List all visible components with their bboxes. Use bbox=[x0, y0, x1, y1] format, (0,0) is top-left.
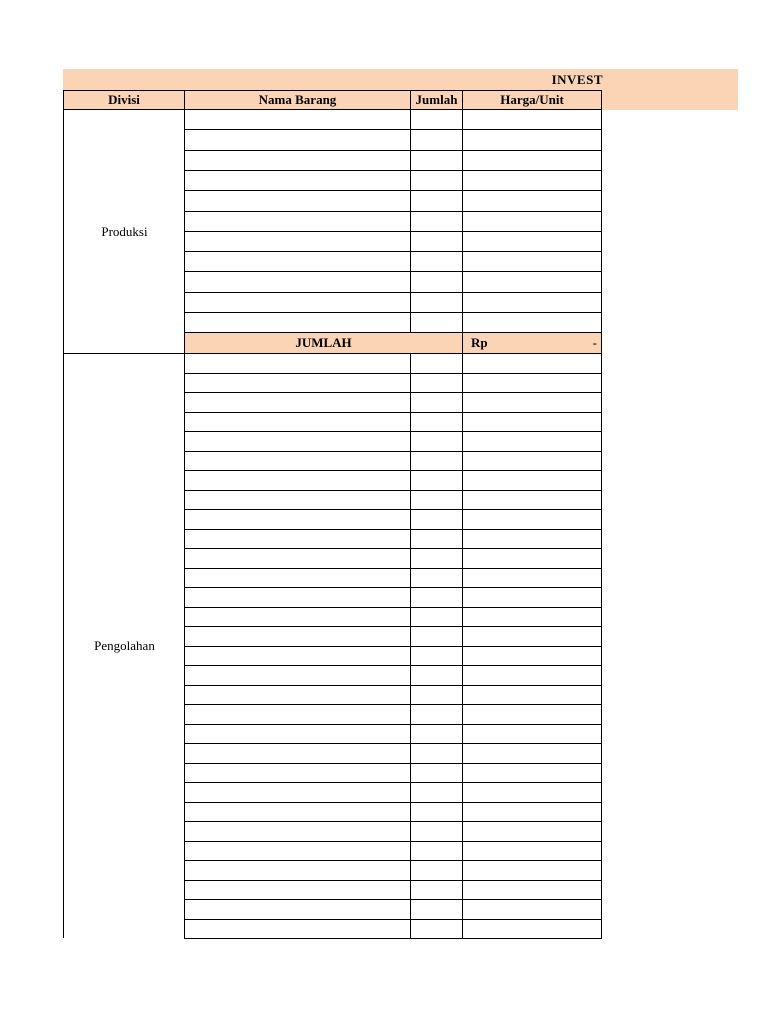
jumlah-cell[interactable] bbox=[410, 608, 463, 627]
jumlah-cell[interactable] bbox=[410, 627, 463, 647]
harga-unit-cell[interactable] bbox=[462, 313, 602, 333]
nama-barang-cell[interactable] bbox=[184, 130, 411, 151]
jumlah-cell[interactable] bbox=[410, 686, 463, 705]
jumlah-cell[interactable] bbox=[410, 130, 463, 151]
nama-barang-cell[interactable] bbox=[184, 232, 411, 252]
harga-unit-cell[interactable] bbox=[462, 822, 602, 842]
total-amount: - bbox=[592, 335, 597, 350]
jumlah-cell[interactable] bbox=[410, 354, 463, 374]
jumlah-cell[interactable] bbox=[410, 212, 463, 232]
total-label: JUMLAH bbox=[184, 333, 463, 354]
nama-barang-cell[interactable] bbox=[184, 313, 411, 333]
harga-unit-cell[interactable] bbox=[462, 293, 602, 313]
jumlah-cell[interactable] bbox=[410, 252, 463, 272]
jumlah-cell[interactable] bbox=[410, 471, 463, 491]
nama-barang-cell[interactable] bbox=[184, 191, 411, 212]
nama-barang-cell[interactable] bbox=[184, 354, 411, 374]
harga-unit-cell[interactable] bbox=[462, 491, 602, 510]
harga-unit-cell[interactable] bbox=[462, 569, 602, 588]
jumlah-cell[interactable] bbox=[410, 822, 463, 842]
nama-barang-cell[interactable] bbox=[184, 881, 411, 900]
nama-barang-cell[interactable] bbox=[184, 569, 411, 588]
jumlah-cell[interactable] bbox=[410, 110, 463, 130]
harga-unit-cell[interactable] bbox=[462, 191, 602, 212]
harga-unit-cell[interactable] bbox=[462, 861, 602, 881]
jumlah-cell[interactable] bbox=[410, 764, 463, 783]
nama-barang-cell[interactable] bbox=[184, 744, 411, 764]
jumlah-cell[interactable] bbox=[410, 491, 463, 510]
jumlah-cell[interactable] bbox=[410, 413, 463, 432]
nama-barang-cell[interactable] bbox=[184, 725, 411, 744]
nama-barang-cell[interactable] bbox=[184, 413, 411, 432]
nama-barang-cell[interactable] bbox=[184, 171, 411, 191]
jumlah-cell[interactable] bbox=[410, 705, 463, 725]
harga-unit-cell[interactable] bbox=[462, 110, 602, 130]
jumlah-cell[interactable] bbox=[410, 293, 463, 313]
nama-barang-cell[interactable] bbox=[184, 491, 411, 510]
nama-barang-cell[interactable] bbox=[184, 252, 411, 272]
jumlah-cell[interactable] bbox=[410, 783, 463, 803]
nama-barang-cell[interactable] bbox=[184, 900, 411, 920]
nama-barang-cell[interactable] bbox=[184, 783, 411, 803]
nama-barang-cell[interactable] bbox=[184, 588, 411, 608]
jumlah-cell[interactable] bbox=[410, 647, 463, 666]
harga-unit-cell[interactable] bbox=[462, 354, 602, 374]
nama-barang-cell[interactable] bbox=[184, 530, 411, 549]
nama-barang-cell[interactable] bbox=[184, 822, 411, 842]
jumlah-cell[interactable] bbox=[410, 666, 463, 686]
nama-barang-cell[interactable] bbox=[184, 920, 411, 939]
harga-unit-cell[interactable] bbox=[462, 413, 602, 432]
jumlah-cell[interactable] bbox=[410, 374, 463, 393]
nama-barang-cell[interactable] bbox=[184, 393, 411, 413]
currency-label: Rp bbox=[471, 335, 488, 350]
jumlah-cell[interactable] bbox=[410, 861, 463, 881]
harga-unit-cell[interactable] bbox=[462, 374, 602, 393]
jumlah-cell[interactable] bbox=[410, 151, 463, 171]
jumlah-cell[interactable] bbox=[410, 171, 463, 191]
nama-barang-cell[interactable] bbox=[184, 452, 411, 471]
nama-barang-cell[interactable] bbox=[184, 647, 411, 666]
harga-unit-cell[interactable] bbox=[462, 471, 602, 491]
nama-barang-cell[interactable] bbox=[184, 666, 411, 686]
nama-barang-cell[interactable] bbox=[184, 627, 411, 647]
harga-unit-cell[interactable] bbox=[462, 725, 602, 744]
header-nama-barang: Nama Barang bbox=[184, 90, 411, 110]
jumlah-cell[interactable] bbox=[410, 803, 463, 822]
nama-barang-cell[interactable] bbox=[184, 861, 411, 881]
harga-unit-cell[interactable] bbox=[462, 705, 602, 725]
harga-unit-cell[interactable] bbox=[462, 130, 602, 151]
harga-unit-cell[interactable] bbox=[462, 252, 602, 272]
harga-unit-cell[interactable] bbox=[462, 686, 602, 705]
harga-unit-cell[interactable] bbox=[462, 803, 602, 822]
nama-barang-cell[interactable] bbox=[184, 212, 411, 232]
jumlah-cell[interactable] bbox=[410, 313, 463, 333]
jumlah-cell[interactable] bbox=[410, 900, 463, 920]
nama-barang-cell[interactable] bbox=[184, 608, 411, 627]
jumlah-cell[interactable] bbox=[410, 744, 463, 764]
harga-unit-cell[interactable] bbox=[462, 881, 602, 900]
harga-unit-cell[interactable] bbox=[462, 627, 602, 647]
jumlah-cell[interactable] bbox=[410, 842, 463, 861]
nama-barang-cell[interactable] bbox=[184, 549, 411, 569]
jumlah-cell[interactable] bbox=[410, 588, 463, 608]
nama-barang-cell[interactable] bbox=[184, 432, 411, 452]
jumlah-cell[interactable] bbox=[410, 530, 463, 549]
nama-barang-cell[interactable] bbox=[184, 272, 411, 293]
harga-unit-cell[interactable] bbox=[462, 764, 602, 783]
harga-unit-cell[interactable] bbox=[462, 647, 602, 666]
nama-barang-cell[interactable] bbox=[184, 151, 411, 171]
harga-unit-cell[interactable] bbox=[462, 272, 602, 293]
jumlah-cell[interactable] bbox=[410, 569, 463, 588]
harga-unit-cell[interactable] bbox=[462, 744, 602, 764]
header-divisi: Divisi bbox=[63, 90, 185, 110]
total-value bbox=[462, 333, 602, 354]
divisi-label: Pengolahan bbox=[63, 353, 185, 938]
jumlah-cell[interactable] bbox=[410, 452, 463, 471]
nama-barang-cell[interactable] bbox=[184, 705, 411, 725]
nama-barang-cell[interactable] bbox=[184, 110, 411, 130]
harga-unit-cell[interactable] bbox=[462, 171, 602, 191]
harga-unit-cell[interactable] bbox=[462, 842, 602, 861]
jumlah-cell[interactable] bbox=[410, 510, 463, 530]
jumlah-cell[interactable] bbox=[410, 232, 463, 252]
harga-unit-cell[interactable] bbox=[462, 510, 602, 530]
nama-barang-cell[interactable] bbox=[184, 842, 411, 861]
harga-unit-cell[interactable] bbox=[462, 393, 602, 413]
jumlah-cell[interactable] bbox=[410, 432, 463, 452]
nama-barang-cell[interactable] bbox=[184, 510, 411, 530]
harga-unit-cell[interactable] bbox=[462, 151, 602, 171]
jumlah-cell[interactable] bbox=[410, 393, 463, 413]
harga-unit-cell[interactable] bbox=[462, 212, 602, 232]
divisi-label: Produksi bbox=[63, 110, 185, 354]
jumlah-cell[interactable] bbox=[410, 920, 463, 939]
jumlah-cell[interactable] bbox=[410, 881, 463, 900]
harga-unit-cell[interactable] bbox=[462, 920, 602, 939]
nama-barang-cell[interactable] bbox=[184, 686, 411, 705]
sheet-title: INVEST bbox=[551, 72, 603, 87]
nama-barang-cell[interactable] bbox=[184, 293, 411, 313]
jumlah-cell[interactable] bbox=[410, 191, 463, 212]
harga-unit-cell[interactable] bbox=[462, 432, 602, 452]
header-jumlah: Jumlah bbox=[410, 90, 463, 110]
nama-barang-cell[interactable] bbox=[184, 803, 411, 822]
harga-unit-cell[interactable] bbox=[462, 666, 602, 686]
nama-barang-cell[interactable] bbox=[184, 471, 411, 491]
jumlah-cell[interactable] bbox=[410, 549, 463, 569]
harga-unit-cell[interactable] bbox=[462, 588, 602, 608]
nama-barang-cell[interactable] bbox=[184, 374, 411, 393]
nama-barang-cell[interactable] bbox=[184, 764, 411, 783]
harga-unit-cell[interactable] bbox=[462, 549, 602, 569]
jumlah-cell[interactable] bbox=[410, 272, 463, 293]
harga-unit-cell[interactable] bbox=[462, 783, 602, 803]
harga-unit-cell[interactable] bbox=[462, 232, 602, 252]
jumlah-cell[interactable] bbox=[410, 725, 463, 744]
harga-unit-cell[interactable] bbox=[462, 900, 602, 920]
header-harga-unit: Harga/Unit bbox=[462, 90, 602, 110]
harga-unit-cell[interactable] bbox=[462, 608, 602, 627]
harga-unit-cell[interactable] bbox=[462, 530, 602, 549]
harga-unit-cell[interactable] bbox=[462, 452, 602, 471]
